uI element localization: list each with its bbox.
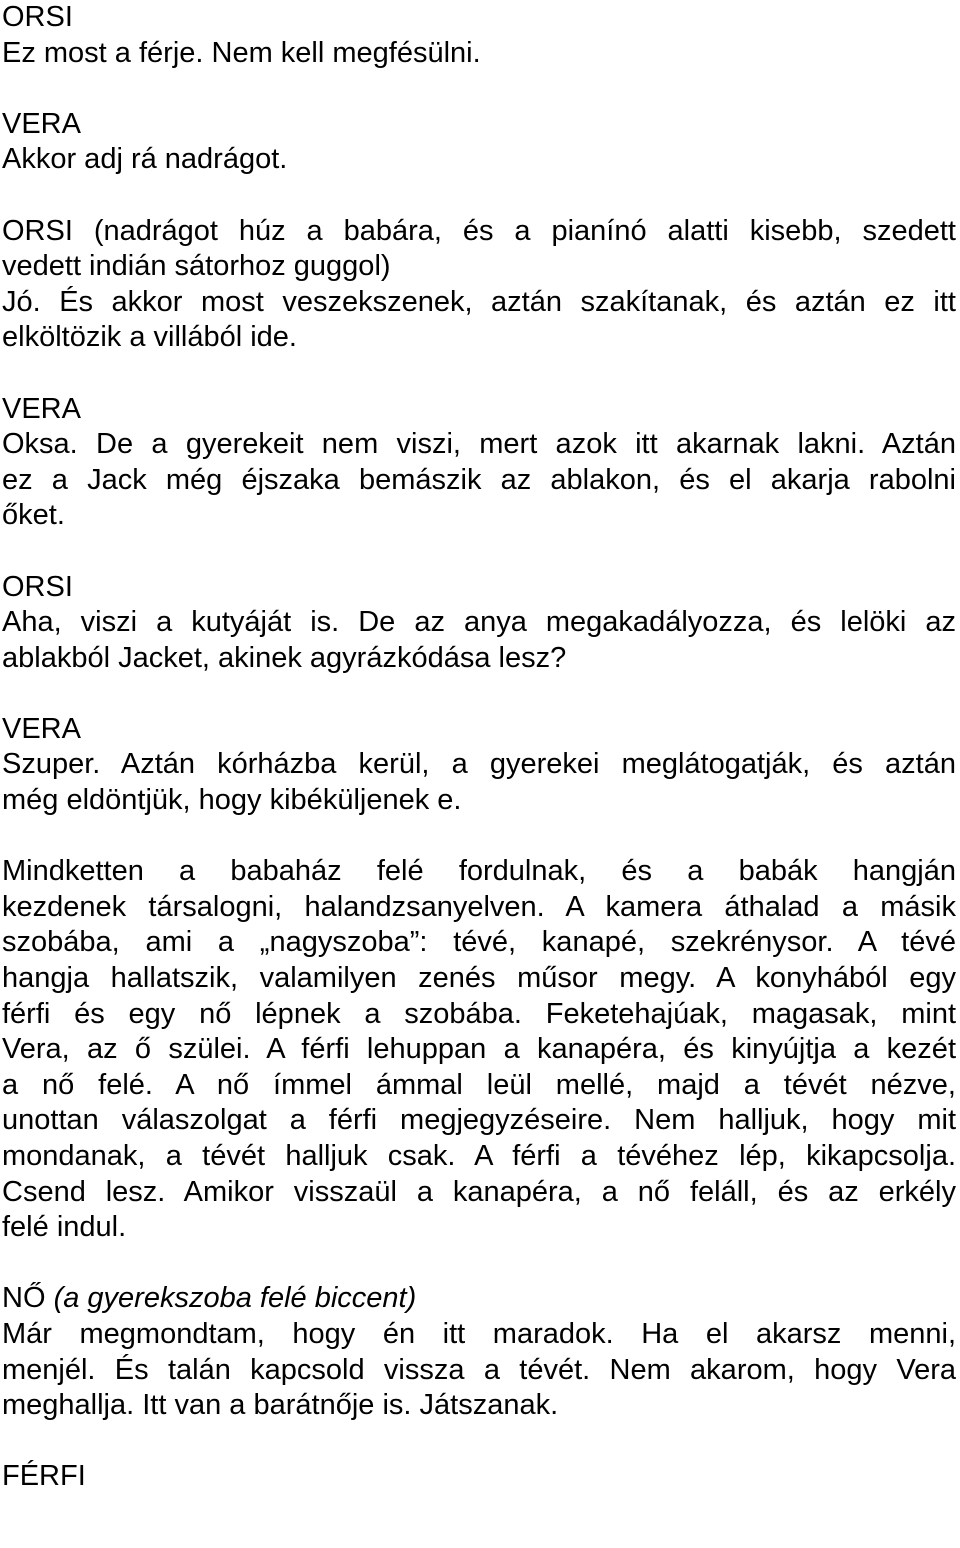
dialogue-line: Jó. És akkor most veszekszenek, aztán szakítanak, és aztán ez itt [2, 285, 956, 318]
dialogue-line: ez a Jack még éjszaka bemászik az ablakon, és el akarja rabolni [2, 463, 956, 496]
dialogue-line: Szuper. Aztán kórházba kerül, a gyerekei meglátogatják, és aztán [2, 748, 956, 781]
stage-direction: (a gyerekszoba felé biccent) [53, 1282, 417, 1315]
dialogue-line: ablakból Jacket, akinek agyrázkódása lesz? [2, 641, 567, 674]
dialogue-line: elköltözik a villából ide. [2, 321, 297, 354]
speaker-name: ORSI [2, 570, 73, 603]
dialogue-line: menjél. És talán kapcsold vissza a tévét. Nem akarom, hogy Vera [2, 1353, 956, 1386]
stage-direction-line: Mindketten a babaház felé fordulnak, és a babák hangján [2, 855, 956, 888]
speaker-name: FÉRFI [2, 1460, 86, 1493]
speaker-with-direction: ORSI (nadrágot húz a babára, és a pianínó alatti kisebb, szedett [2, 214, 956, 247]
speaker-with-direction [2, 1281, 956, 1317]
stage-direction-line: a nő felé. A nő ímmel ámmal leül mellé, majd a tévét nézve, [2, 1068, 956, 1101]
dialogue-line: őket. [2, 499, 65, 532]
dialogue-line: Már megmondtam, hogy én itt maradok. Ha el akarsz menni, [2, 1317, 956, 1350]
stage-direction-line: felé indul. [2, 1211, 127, 1244]
stage-direction-line: Vera, az ő szülei. A férfi lehuppan a kanapéra, és kinyújtja a kezét [2, 1033, 956, 1066]
stage-direction-line: mondanak, a tévét halljuk csak. A férfi a tévéhez lép, kikapcsolja. [2, 1140, 956, 1172]
speaker-name: VERA [2, 107, 81, 140]
dialogue-line: Ez most a férje. Nem kell megfésülni. [2, 36, 481, 69]
dialogue-line: Akkor adj rá nadrágot. [2, 143, 288, 176]
script-page [2, 0, 956, 1495]
stage-direction-line: szobába, ami a „nagyszoba”: tévé, kanapé, szekrénysor. A tévé [2, 926, 956, 959]
speaker-name: ORSI [2, 1, 73, 33]
stage-direction-line: hangja hallatszik, valamilyen zenés műsor megy. A konyhából egy [2, 962, 956, 995]
stage-direction-line: Csend lesz. Amikor visszaül a kanapéra, a nő feláll, és az erkély [2, 1175, 956, 1208]
stage-direction-line: unottan válaszolgat a férfi megjegyzéseire. Nem halljuk, hogy mit [2, 1104, 956, 1137]
dialogue-line: Aha, viszi a kutyáját is. De az anya megakadályozza, és lelöki az [2, 606, 956, 639]
dialogue-line: még eldöntjük, hogy kibéküljenek e. [2, 784, 462, 817]
speaker-name: VERA [2, 712, 81, 745]
speaker-name: NŐ [2, 1282, 46, 1315]
speaker-direction-continued: vedett indián sátorhoz guggol) [2, 250, 391, 283]
dialogue-line: Oksa. De a gyerekeit nem viszi, mert azok itt akarnak lakni. Aztán [2, 428, 956, 461]
dialogue-line: meghallja. Itt van a barátnője is. Játszanak. [2, 1389, 559, 1422]
stage-direction-line: férfi és egy nő lépnek a szobába. Feketehajúak, magasak, mint [2, 997, 956, 1030]
stage-direction-line: kezdenek társalogni, halandzsanyelven. A kamera áthalad a másik [2, 890, 956, 923]
speaker-name: VERA [2, 392, 81, 425]
